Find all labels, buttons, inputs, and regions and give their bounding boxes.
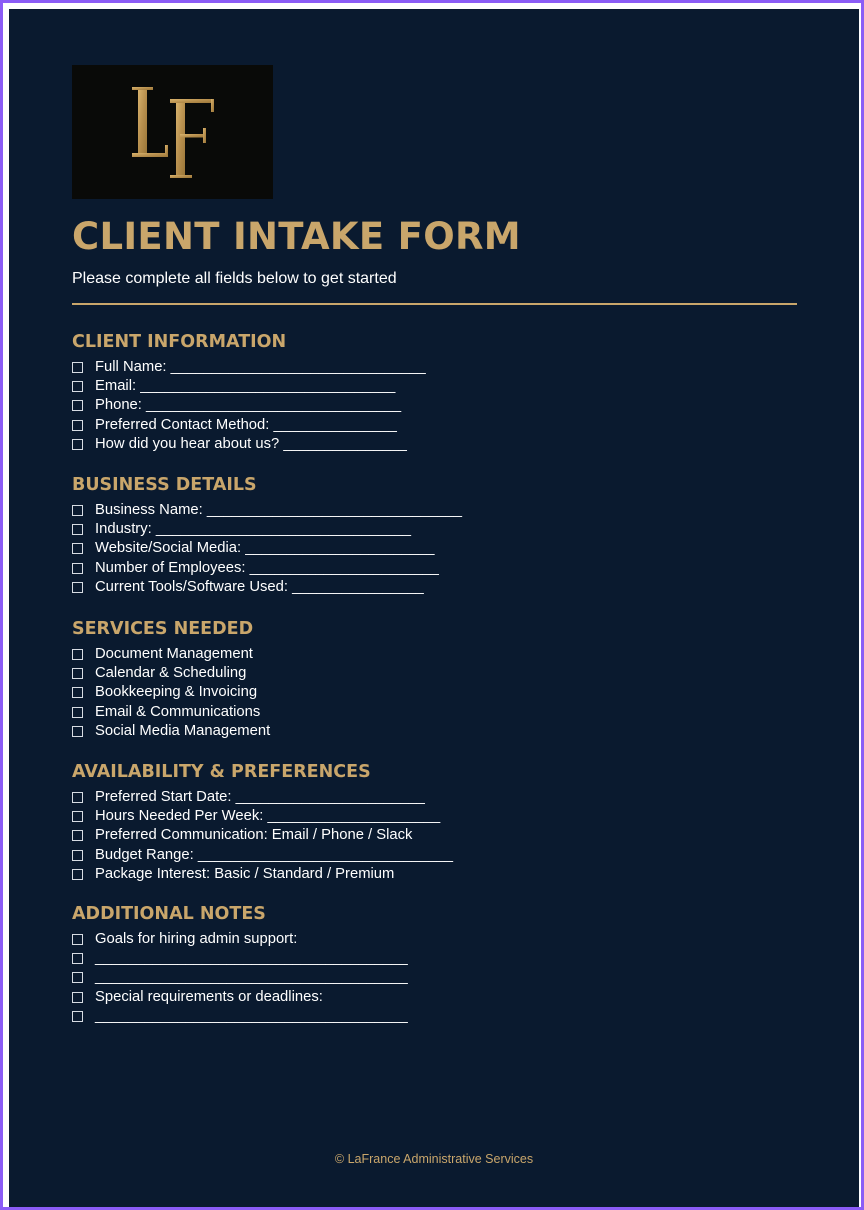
section-availability-preferences xyxy=(72,762,453,884)
item-label: Hours Needed Per Week: _____________________ xyxy=(95,808,441,825)
checklist-item[interactable] xyxy=(72,645,270,664)
section-heading: ADDITIONAL NOTES xyxy=(72,904,266,924)
checklist-item[interactable] xyxy=(72,930,408,949)
checklist-item[interactable] xyxy=(72,846,453,865)
checkbox[interactable] xyxy=(72,953,83,964)
item-label: ______________________________________ xyxy=(95,969,408,986)
checkbox[interactable] xyxy=(72,869,83,880)
checklist-item[interactable] xyxy=(72,416,426,435)
checkbox[interactable] xyxy=(72,420,83,431)
checklist-item[interactable] xyxy=(72,683,270,702)
checklist-item[interactable] xyxy=(72,578,462,597)
checkbox[interactable] xyxy=(72,811,83,822)
gold-divider xyxy=(72,303,797,305)
checkbox[interactable] xyxy=(72,850,83,861)
item-label: Email: _______________________________ xyxy=(95,378,396,395)
item-label: ______________________________________ xyxy=(95,1007,408,1024)
checklist-item[interactable] xyxy=(72,559,462,578)
checkbox[interactable] xyxy=(72,362,83,373)
section-additional-notes xyxy=(72,904,408,1026)
section-client-information xyxy=(72,332,426,454)
item-label: Goals for hiring admin support: xyxy=(95,931,298,947)
item-label: Preferred Start Date: _______________________ xyxy=(95,789,425,805)
form-page xyxy=(9,9,859,1207)
item-label: Number of Employees: _______________________ xyxy=(95,559,439,576)
checkbox[interactable] xyxy=(72,649,83,660)
checkbox[interactable] xyxy=(72,381,83,392)
item-label: Calendar & Scheduling xyxy=(95,665,247,682)
checkbox[interactable] xyxy=(72,687,83,698)
checkbox[interactable] xyxy=(72,543,83,554)
checkbox[interactable] xyxy=(72,563,83,574)
checklist-item[interactable] xyxy=(72,501,462,520)
checkbox[interactable] xyxy=(72,439,83,450)
checkbox[interactable] xyxy=(72,707,83,718)
section-heading: AVAILABILITY & PREFERENCES xyxy=(72,762,371,782)
item-label: Social Media Management xyxy=(95,722,271,739)
item-label: Phone: _______________________________ xyxy=(95,397,402,414)
checklist-item[interactable] xyxy=(72,807,453,826)
checklist-item[interactable] xyxy=(72,722,270,741)
item-label: Full Name: _______________________________ xyxy=(95,359,426,375)
item-label: Preferred Communication: Email / Phone / Slack xyxy=(95,827,413,844)
checkbox[interactable] xyxy=(72,524,83,535)
checkbox[interactable] xyxy=(72,726,83,737)
checklist-item[interactable] xyxy=(72,1007,408,1026)
lf-logo xyxy=(72,65,273,199)
checklist-item[interactable] xyxy=(72,520,462,539)
checkbox[interactable] xyxy=(72,830,83,841)
checkbox[interactable] xyxy=(72,992,83,1003)
section-heading: BUSINESS DETAILS xyxy=(72,475,257,495)
item-label: Special requirements or deadlines: xyxy=(95,988,323,1005)
item-label: Preferred Contact Method: _______________ xyxy=(95,416,397,433)
checkbox[interactable] xyxy=(72,505,83,516)
checkbox[interactable] xyxy=(72,1011,83,1022)
checkbox[interactable] xyxy=(72,934,83,945)
checklist-item[interactable] xyxy=(72,826,453,845)
checklist-item[interactable] xyxy=(72,377,426,396)
form-subtitle: Please complete all fields below to get started xyxy=(72,270,397,287)
checkbox[interactable] xyxy=(72,400,83,411)
item-label: ______________________________________ xyxy=(95,950,408,967)
footer-copyright: © LaFrance Administrative Services xyxy=(334,1152,534,1166)
checklist-item[interactable] xyxy=(72,539,462,558)
checkbox[interactable] xyxy=(72,582,83,593)
checklist-item[interactable] xyxy=(72,968,408,987)
item-label: How did you hear about us? _______________ xyxy=(95,435,407,452)
item-label: Industry: _______________________________ xyxy=(95,521,411,538)
item-label: Business Name: _______________________________ xyxy=(95,502,462,518)
checklist-item[interactable] xyxy=(72,703,270,722)
checklist-item[interactable] xyxy=(72,788,453,807)
checklist-item[interactable] xyxy=(72,988,408,1007)
section-heading: CLIENT INFORMATION xyxy=(72,332,287,352)
section-business-details xyxy=(72,475,462,597)
item-label: Email & Communications xyxy=(95,703,261,720)
item-label: Current Tools/Software Used: ________________ xyxy=(95,578,424,595)
item-label: Website/Social Media: _______________________ xyxy=(95,540,435,557)
item-label: Package Interest: Basic / Standard / Premium xyxy=(95,865,395,882)
checkbox[interactable] xyxy=(72,792,83,803)
item-label: Bookkeeping & Invoicing xyxy=(95,684,258,701)
checklist-item[interactable] xyxy=(72,949,408,968)
checklist-item[interactable] xyxy=(72,358,426,377)
checklist-item[interactable] xyxy=(72,664,270,683)
section-heading: SERVICES NEEDED xyxy=(72,619,254,639)
item-label: Document Management xyxy=(95,646,253,662)
form-title: CLIENT INTAKE FORM xyxy=(72,215,521,258)
section-services-needed xyxy=(72,619,270,741)
checkbox[interactable] xyxy=(72,972,83,983)
checkbox[interactable] xyxy=(72,668,83,679)
item-label: Budget Range: _______________________________ xyxy=(95,846,453,863)
checklist-item[interactable] xyxy=(72,865,453,884)
checklist-item[interactable] xyxy=(72,396,426,415)
checklist-item[interactable] xyxy=(72,435,426,454)
